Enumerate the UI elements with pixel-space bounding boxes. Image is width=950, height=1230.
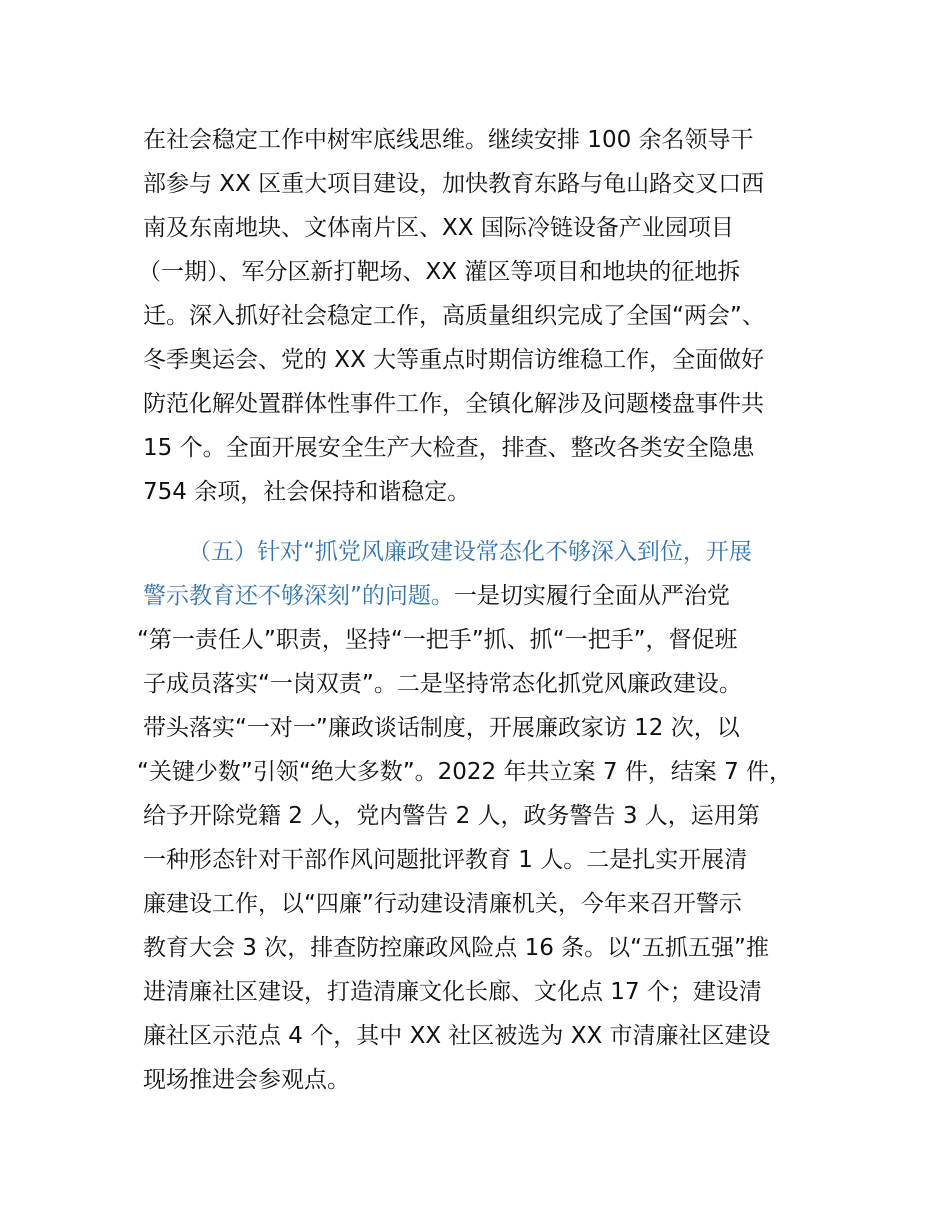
text-line: 754 余项，社会保持和谐稳定。 <box>143 479 471 505</box>
text-line: 15 个。全面开展安全生产大检查，排查、整改各类安全隐患 <box>143 435 755 461</box>
section-heading-continued: 警示教育还不够深刻”的问题。 <box>143 583 454 609</box>
text-segment: 一是切实履行全面从严治党 <box>453 583 730 609</box>
text-line: 进清廉社区建设，打造清廉文化长廊、文化点 17 个；建设清 <box>143 979 762 1005</box>
section-heading: （五）针对“抓党风廉政建设常态化不够深入到位，开展 <box>188 539 752 565</box>
text-line: 防范化解处置群体性事件工作，全镇化解涉及问题楼盘事件共 <box>143 391 764 417</box>
text-line: 一种形态针对干部作风问题批评教育 1 人。二是扎实开展清 <box>143 847 748 873</box>
text-line: 部参与 XX 区重大项目建设，加快教育东路与龟山路交叉口西 <box>143 171 765 197</box>
text-line: 廉社区示范点 4 个，其中 XX 社区被选为 XX 市清廉社区建设 <box>143 1023 771 1049</box>
text-line: 迁。深入抓好社会稳定工作，高质量组织完成了全国“两会”、 <box>143 303 765 329</box>
text-line: 现场推进会参观点。 <box>143 1067 350 1093</box>
text-line: 子成员落实“一岗双责”。二是坚持常态化抓党风廉政建设。 <box>143 671 742 697</box>
text-line: 带头落实“一对一”廉政谈话制度，开展廉政家访 12 次，以 <box>143 715 740 741</box>
text-line: “第一责任人”职责，坚持“一把手”抓、抓“一把手”，督促班 <box>137 627 738 653</box>
text-line <box>143 574 730 618</box>
text-line: （一期）、军分区新打靶场、XX 灌区等项目和地块的征地拆 <box>138 259 741 285</box>
text-line: 廉建设工作，以“四廉”行动建设清廉机关，今年来召开警示 <box>143 891 742 917</box>
text-line: 南及东南地块、文体南片区、XX 国际冷链设备产业园项目 <box>143 215 734 241</box>
text-line: “关键少数”引领“绝大多数”。2022 年共立案 7 件，结案 7 件， <box>137 759 793 785</box>
text-line: 给予开除党籍 2 人，党内警告 2 人，政务警告 3 人，运用第 <box>143 803 760 829</box>
text-line: 在社会稳定工作中树牢底线思维。继续安排 100 余名领导干 <box>143 127 754 153</box>
text-line: 教育大会 3 次，排查防控廉政风险点 16 条。以“五抓五强”推 <box>143 935 769 961</box>
text-line: 冬季奥运会、党的 XX 大等重点时期信访维稳工作，全面做好 <box>143 347 765 373</box>
